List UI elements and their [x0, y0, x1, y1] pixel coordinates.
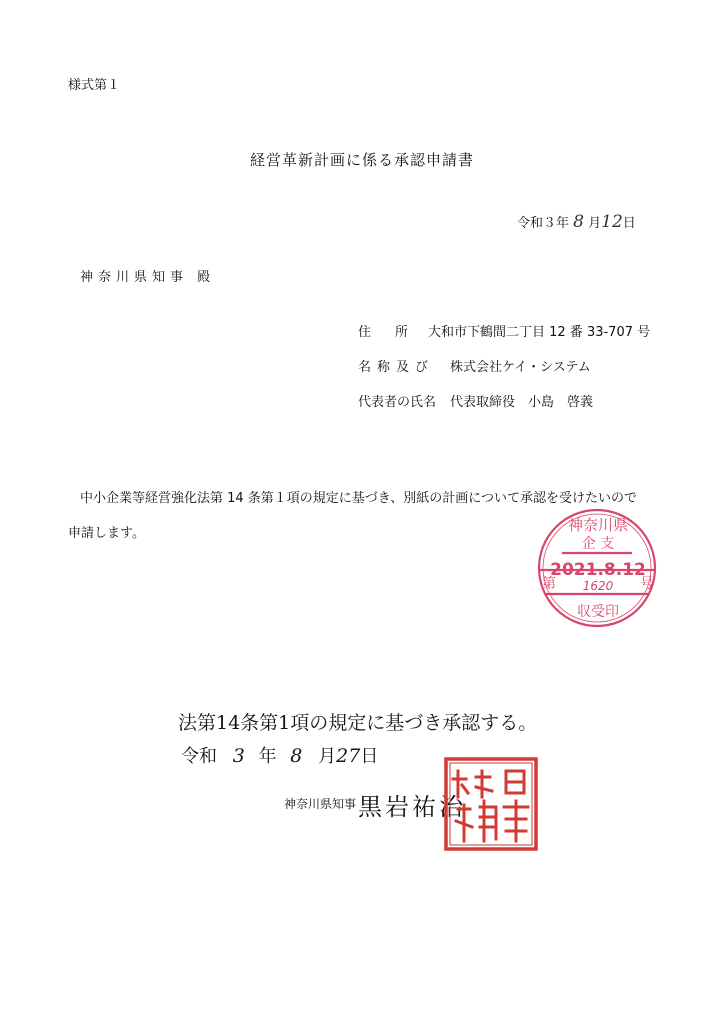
date-era: 令和３年 [517, 216, 570, 231]
approval-day: 27 [336, 745, 361, 767]
stamp-line2: 企 支 [581, 536, 615, 552]
company-name-label: 名称及び [358, 360, 435, 375]
approval-era: 令和 [181, 746, 217, 767]
approval-month: 8 [290, 745, 303, 767]
representative-value: 代表取締役 小島 啓義 [450, 395, 594, 410]
stamp-line1: 神奈川県 [567, 516, 629, 534]
document-title: 経営革新計画に係る承認申請書 [249, 151, 474, 169]
receipt-stamp [532, 506, 662, 630]
form-number: 様式第１ [68, 78, 121, 93]
date-month: 8 [573, 212, 584, 232]
body-line-1: 中小企業等経営強化法第 14 条第１項の規定に基づき、別紙の計画について承認を受けたいので [80, 491, 638, 506]
body-line-2: 申請します。 [68, 526, 145, 541]
official-seal [444, 757, 538, 851]
address-label: 住所 [358, 325, 433, 340]
company-name-value: 株式会社ケイ・システム [450, 360, 591, 375]
stamp-number: 1620 [582, 579, 614, 593]
governor-title: 神奈川県知事 [284, 797, 357, 811]
approval-year: 3 [232, 745, 245, 767]
stamp-footer: 収受印 [577, 604, 619, 620]
approval-date [181, 742, 378, 768]
approval-day-unit: 日 [360, 746, 379, 767]
stamp-prefix: 第 [542, 576, 556, 592]
approval-statement: 法第14条第1項の規定に基づき承認する。 [178, 712, 538, 734]
approval-year-unit: 年 [258, 746, 277, 767]
stamp-date: 2021.8.12 [550, 560, 646, 580]
date-day: 12 [601, 212, 623, 232]
address-value: 大和市下鶴間二丁目 12 番 33-707 号 [428, 325, 651, 340]
approval-month-unit: 月 [318, 746, 337, 767]
application-date [517, 212, 636, 232]
date-day-unit: 日 [622, 216, 636, 231]
date-month-unit: 月 [588, 216, 602, 231]
stamp-suffix: 号 [640, 576, 654, 592]
representative-label: 代表者の氏名 [358, 395, 437, 410]
governor-name: 黒岩祐治 [358, 793, 466, 821]
addressee: 神奈川県知事 殿 [80, 270, 216, 285]
